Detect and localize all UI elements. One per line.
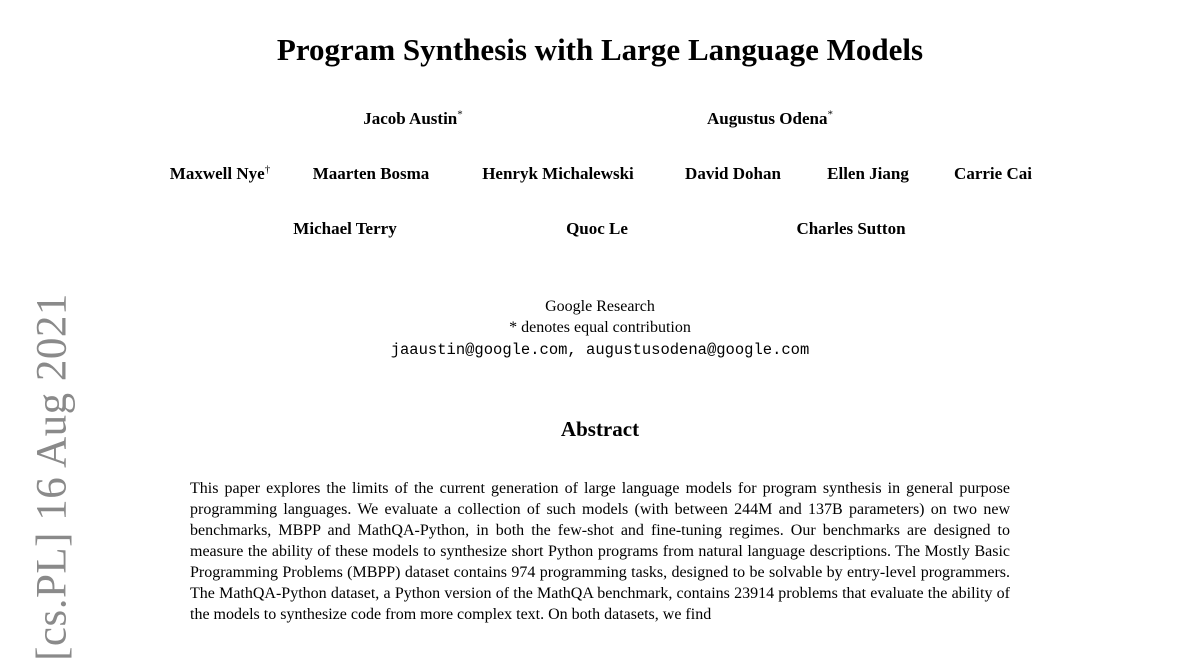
author-mark: †	[264, 163, 271, 176]
author-carrie-cai	[954, 163, 1032, 185]
author-charles-sutton	[796, 218, 905, 240]
arxiv-stamp-text: [cs.PL] 16 Aug 2021	[28, 293, 76, 661]
author-david-dohan	[685, 163, 781, 185]
author-mark: *	[827, 108, 833, 121]
author-ellen-jiang	[827, 163, 909, 185]
author-name: Charles Sutton	[796, 219, 906, 238]
arxiv-stamp	[0, 0, 76, 661]
author-michael-terry	[293, 218, 396, 240]
author-name: Augustus Odena	[707, 109, 828, 128]
author-name: Quoc Le	[566, 219, 628, 238]
author-name: Ellen Jiang	[827, 164, 909, 183]
equal-contribution-note: * denotes equal contribution	[509, 319, 691, 336]
author-mark: *	[457, 108, 463, 121]
author-name: Maarten Bosma	[312, 164, 430, 183]
author-name: Jacob Austin	[363, 109, 458, 128]
author-name: Henryk Michalewski	[482, 164, 634, 183]
affiliation: Google Research	[545, 298, 655, 315]
abstract-text: This paper explores the limits of the current generation of large language models for program synthesis in general purpose programming languages. We evaluate a collection of such models (with between 244M and 137B parameters) on two new benchmarks, MBPP and MathQA-Python, in both the few-shot and fine-tuning regimes. Our benchmarks are designed to measure the ability of these models to synthesize short Python programs from natural language descriptions. The Mostly Basic Programming Problems (MBPP) dataset contains 974 programming tasks, designed to be solvable by entry-level programmers. The MathQA-Python dataset, a Python version of the MathQA benchmark, contains 23914 problems that evaluate the ability of the models to synthesize code from more complex text. On both datasets, we find	[190, 480, 1010, 623]
paper-title: Program Synthesis with Large Language Models	[276, 32, 924, 67]
author-maarten-bosma	[313, 163, 430, 185]
author-name: Carrie Cai	[954, 164, 1032, 183]
author-jacob-austin	[363, 108, 463, 130]
author-emails: jaaustin@google.com, augustusodena@google.com	[390, 341, 810, 359]
author-name: David Dohan	[685, 164, 781, 183]
author-quoc-le	[566, 218, 628, 240]
author-maxwell-nye	[170, 163, 270, 185]
author-name: Maxwell Nye	[169, 164, 265, 183]
author-augustus-odena	[707, 108, 833, 130]
author-name: Michael Terry	[293, 219, 397, 238]
abstract-heading: Abstract	[560, 417, 640, 441]
author-henryk-michalewski	[482, 163, 634, 185]
